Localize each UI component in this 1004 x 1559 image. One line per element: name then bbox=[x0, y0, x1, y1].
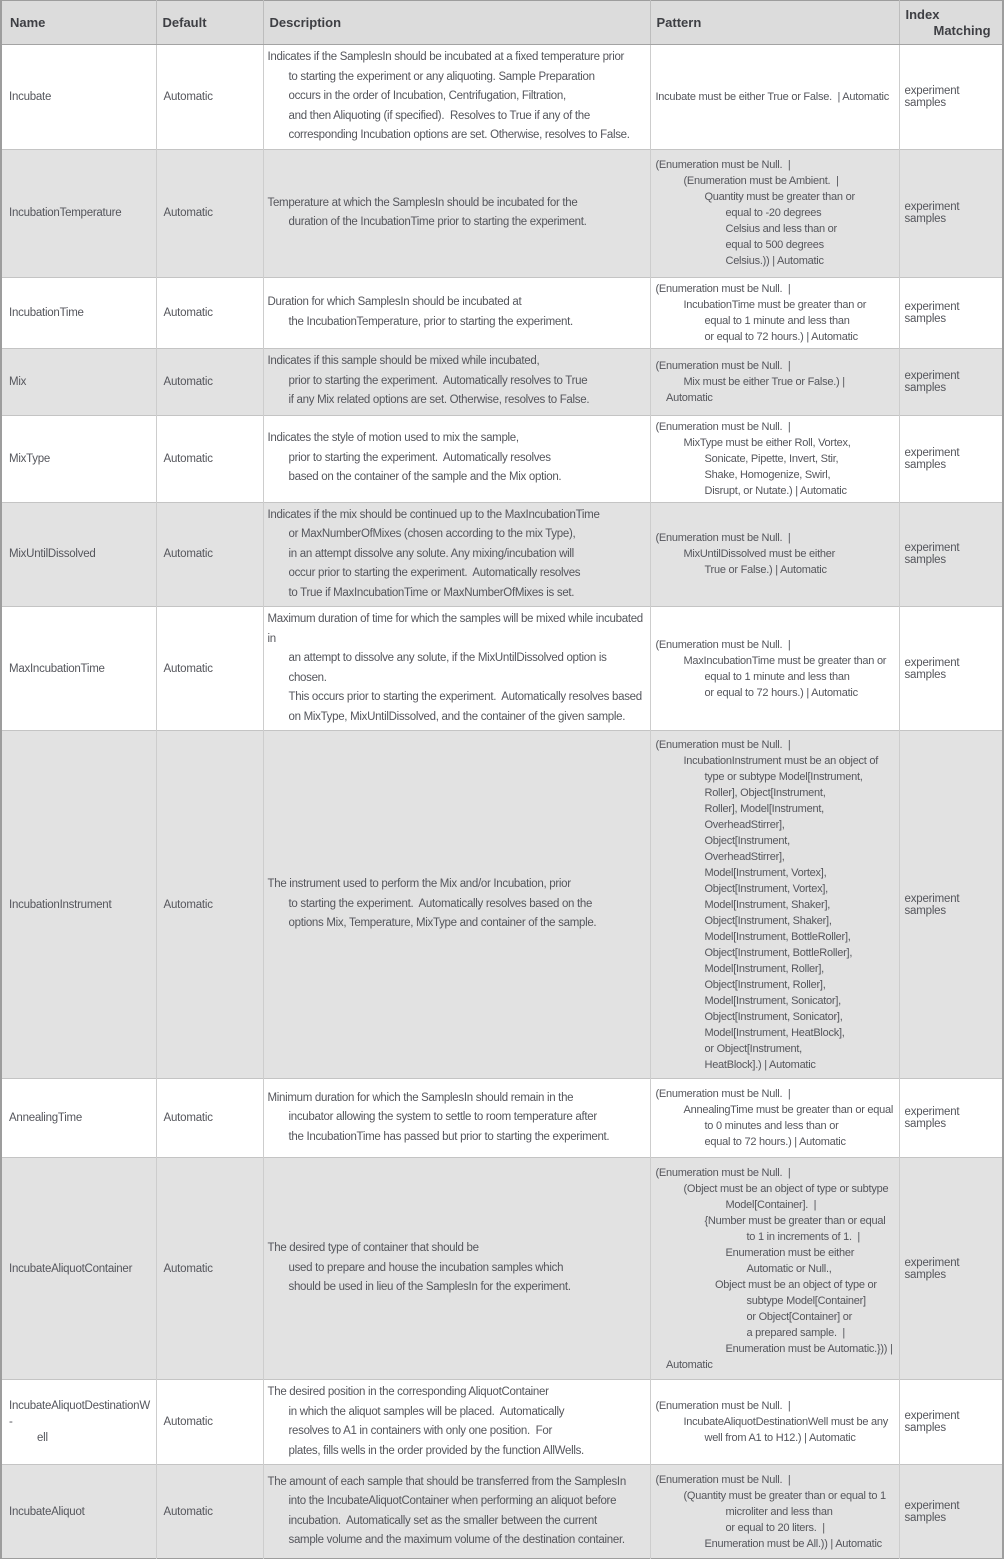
index-matching-cell: experiment samples bbox=[899, 149, 1003, 277]
name-cell: MixUntilDissolved bbox=[1, 502, 156, 607]
pattern-cell bbox=[650, 277, 899, 348]
description-cell bbox=[263, 607, 650, 731]
text-line: IncubationTime must be greater than or bbox=[683, 298, 867, 311]
text-line: Quantity must be greater than or bbox=[704, 191, 855, 203]
text-line: microliter and less than bbox=[725, 1505, 833, 1518]
text-line: Model[Instrument, HeatBlock], bbox=[704, 1026, 845, 1039]
index-matching-cell: experiment samples bbox=[899, 415, 1003, 502]
pattern-cell bbox=[650, 607, 899, 731]
text-line: in which the aliquot samples will be placed. Automatically bbox=[288, 1405, 565, 1418]
text-line: Roller], Object[Instrument, bbox=[704, 786, 826, 799]
text-line: incubation. Automatically set as the smaller between the current bbox=[288, 1514, 597, 1527]
text-line: Temperature at which the SamplesIn should be incubated for the bbox=[267, 196, 578, 209]
text-line: an attempt to dissolve any solute, if the MixUntilDissolved option is chosen. bbox=[288, 652, 610, 684]
name-cell: MixType bbox=[1, 415, 156, 502]
text-line: to starting the experiment or any aliquoting. Sample Preparation bbox=[288, 70, 595, 83]
default-cell: Automatic bbox=[156, 731, 263, 1079]
index-matching-cell: experiment samples bbox=[899, 1465, 1003, 1559]
pattern-cell bbox=[650, 1079, 899, 1158]
table-row bbox=[1, 731, 1003, 1079]
text-line: into the IncubateAliquotContainer when performing an aliquot before bbox=[288, 1495, 617, 1507]
text-line: duration of the IncubationTime prior to starting the experiment. bbox=[288, 216, 587, 228]
table-row bbox=[1, 1158, 1003, 1380]
text-line: to 0 minutes and less than or bbox=[704, 1120, 839, 1132]
text-line: Indicates if this sample should be mixed while incubated, bbox=[267, 355, 540, 368]
text-line: (Enumeration must be Null. | bbox=[655, 532, 791, 545]
text-line: Incubate must be either True or False. | Automatic bbox=[655, 90, 889, 103]
index-matching-cell: experiment samples bbox=[899, 1158, 1003, 1380]
text-line: in an attempt dissolve any solute. Any mixing/incubation will bbox=[288, 547, 574, 560]
text-line: (Enumeration must be Null. | bbox=[655, 1400, 791, 1412]
text-line: corresponding Incubation options are set. Otherwise, resolves to False. bbox=[288, 129, 630, 141]
text-line: This occurs prior to starting the experiment. Automatically resolves based bbox=[288, 691, 642, 703]
text-line: IncubationInstrument must be an object of bbox=[683, 754, 879, 767]
table-row bbox=[1, 502, 1003, 607]
text-line: Model[Instrument, Shaker], bbox=[704, 898, 831, 911]
text-line: True or False.) | Automatic bbox=[704, 564, 827, 577]
text-line: Matching bbox=[933, 22, 991, 38]
text-line: equal to 1 minute and less than bbox=[704, 670, 850, 683]
description-cell bbox=[263, 415, 650, 502]
index-matching-cell: experiment samples bbox=[899, 502, 1003, 607]
text-line: Automatic bbox=[666, 1358, 713, 1371]
table-row bbox=[1, 45, 1003, 150]
text-line: (Enumeration must be Null. | bbox=[655, 1088, 791, 1100]
default-cell: Automatic bbox=[156, 607, 263, 731]
name-cell: IncubateAliquot bbox=[1, 1465, 156, 1559]
text-line: occurs in the order of Incubation, Centrifugation, Filtration, bbox=[288, 90, 566, 102]
text-line: to True if MaxIncubationTime or MaxNumberOfMixes is set. bbox=[288, 586, 575, 599]
column-header-index-matching bbox=[899, 1, 1003, 45]
text-line: Enumeration must be Automatic.})) | bbox=[725, 1342, 893, 1355]
text-line: Shake, Homogenize, Swirl, bbox=[704, 468, 831, 481]
pattern-cell bbox=[650, 1380, 899, 1465]
text-line: prior to starting the experiment. Automatically resolves to True bbox=[288, 374, 588, 387]
text-line: or MaxNumberOfMixes (chosen according to the mix Type), bbox=[288, 528, 576, 540]
text-line: prior to starting the experiment. Automatically resolves bbox=[288, 451, 551, 464]
default-cell: Automatic bbox=[156, 415, 263, 502]
text-line: {Number must be greater than or equal bbox=[704, 1214, 886, 1227]
text-line: or equal to 72 hours.) | Automatic bbox=[704, 330, 858, 343]
name-cell: IncubationInstrument bbox=[1, 731, 156, 1079]
table-header-row bbox=[1, 1, 1003, 45]
pattern-cell bbox=[650, 415, 899, 502]
name-cell: Mix bbox=[1, 348, 156, 415]
index-matching-cell: experiment samples bbox=[899, 348, 1003, 415]
text-line: Object[Instrument, Shaker], bbox=[704, 914, 832, 927]
text-line: Duration for which SamplesIn should be incubated at bbox=[267, 296, 522, 308]
text-line: Object[Instrument, BottleRoller], bbox=[704, 946, 853, 959]
text-line: Model[Instrument, Vortex], bbox=[704, 866, 827, 879]
text-line: or equal to 72 hours.) | Automatic bbox=[704, 686, 858, 699]
table-row bbox=[1, 277, 1003, 348]
default-cell: Automatic bbox=[156, 149, 263, 277]
text-line: subtype Model[Container] bbox=[746, 1294, 866, 1307]
text-line: or equal to 20 liters. | bbox=[725, 1521, 825, 1534]
text-line: plates, fills wells in the order provided by the function AllWells. bbox=[288, 1444, 584, 1457]
text-line: (Enumeration must be Null. | bbox=[655, 420, 791, 433]
text-line: ell bbox=[37, 1432, 48, 1444]
text-line: should be used in lieu of the SamplesIn for the experiment. bbox=[288, 1281, 571, 1294]
text-line: MixType must be either Roll, Vortex, bbox=[683, 436, 851, 449]
name-cell: AnnealingTime bbox=[1, 1079, 156, 1158]
name-cell: MaxIncubationTime bbox=[1, 607, 156, 731]
text-line: Disrupt, or Nutate.) | Automatic bbox=[704, 484, 847, 497]
description-cell bbox=[263, 277, 650, 348]
text-line: (Enumeration must be Null. | bbox=[655, 282, 791, 295]
name-cell bbox=[1, 1380, 156, 1465]
text-line: The desired position in the corresponding AliquotContainer bbox=[267, 1386, 549, 1398]
index-matching-cell: experiment samples bbox=[899, 45, 1003, 150]
pattern-cell bbox=[650, 45, 899, 150]
text-line: (Enumeration must be Null. | bbox=[655, 738, 791, 751]
column-header-default: Default bbox=[156, 1, 263, 45]
table-row bbox=[1, 607, 1003, 731]
table-row bbox=[1, 1380, 1003, 1465]
text-line: Minimum duration for which the SamplesIn should remain in the bbox=[267, 1091, 574, 1104]
text-line: occur prior to starting the experiment. Automatically resolves bbox=[288, 567, 581, 579]
text-line: (Enumeration must be Null. | bbox=[655, 638, 791, 651]
column-header-pattern: Pattern bbox=[650, 1, 899, 45]
text-line: the IncubationTime has passed but prior to starting the experiment. bbox=[288, 1130, 610, 1143]
table-header bbox=[1, 1, 1003, 45]
text-line: Sonicate, Pipette, Invert, Stir, bbox=[704, 452, 839, 465]
table-row bbox=[1, 1079, 1003, 1158]
table-row bbox=[1, 1465, 1003, 1559]
text-line: HeatBlock].) | Automatic bbox=[704, 1058, 816, 1071]
text-line: AnnealingTime must be greater than or equal bbox=[683, 1104, 894, 1116]
text-line: (Enumeration must be Null. | bbox=[655, 1473, 791, 1486]
default-cell: Automatic bbox=[156, 348, 263, 415]
pattern-cell bbox=[650, 731, 899, 1079]
default-cell: Automatic bbox=[156, 1465, 263, 1559]
text-line: The desired type of container that should be bbox=[267, 1242, 479, 1255]
default-cell: Automatic bbox=[156, 1380, 263, 1465]
pattern-cell bbox=[650, 348, 899, 415]
text-line: sample volume and the maximum volume of the destination container. bbox=[288, 1534, 625, 1546]
table-body bbox=[1, 45, 1003, 1559]
index-matching-cell: experiment samples bbox=[899, 1380, 1003, 1465]
column-header-description: Description bbox=[263, 1, 650, 45]
text-line: Maximum duration of time for which the samples will be mixed while incubated in bbox=[267, 613, 646, 645]
text-line: Object must be an object of type or bbox=[715, 1278, 877, 1291]
text-line: equal to -20 degrees bbox=[725, 207, 822, 219]
text-line: MixUntilDissolved must be either bbox=[683, 548, 836, 561]
text-line: Object[Instrument, Sonicator], bbox=[704, 1010, 843, 1023]
text-line: Object[Instrument, bbox=[704, 834, 790, 847]
text-line: equal to 72 hours.) | Automatic bbox=[704, 1136, 846, 1148]
text-line: (Enumeration must be Null. | bbox=[655, 359, 791, 372]
text-line: Model[Instrument, Sonicator], bbox=[704, 994, 841, 1007]
description-cell bbox=[263, 731, 650, 1079]
text-line: Indicates if the SamplesIn should be incubated at a fixed temperature prior bbox=[267, 51, 625, 63]
text-line: options Mix, Temperature, MixType and container of the sample. bbox=[288, 917, 597, 930]
text-line: Automatic bbox=[666, 391, 713, 404]
text-line: equal to 1 minute and less than bbox=[704, 314, 850, 327]
text-line: used to prepare and house the incubation samples which bbox=[288, 1261, 564, 1274]
text-line: Indicates the style of motion used to mix the sample, bbox=[267, 432, 519, 445]
text-line: Model[Instrument, Roller], bbox=[704, 962, 824, 975]
text-line: Roller], Model[Instrument, bbox=[704, 802, 824, 815]
text-line: Indicates if the mix should be continued up to the MaxIncubationTime bbox=[267, 508, 600, 521]
text-line: Object[Instrument, Roller], bbox=[704, 978, 826, 991]
name-cell: Incubate bbox=[1, 45, 156, 150]
pattern-cell bbox=[650, 149, 899, 277]
text-line: (Enumeration must be Null. | bbox=[655, 159, 791, 171]
description-cell bbox=[263, 1380, 650, 1465]
index-matching-cell: experiment samples bbox=[899, 1079, 1003, 1158]
text-line: the IncubationTemperature, prior to starting the experiment. bbox=[288, 315, 573, 328]
description-cell bbox=[263, 45, 650, 150]
text-line: (Enumeration must be Ambient. | bbox=[683, 175, 839, 187]
table-row bbox=[1, 415, 1003, 502]
description-cell bbox=[263, 1158, 650, 1380]
text-line: on MixType, MixUntilDissolved, and the container of the given sample. bbox=[288, 710, 626, 723]
table-row bbox=[1, 348, 1003, 415]
description-cell bbox=[263, 502, 650, 607]
text-line: Celsius.)) | Automatic bbox=[725, 255, 824, 267]
text-line: Automatic or Null., bbox=[746, 1262, 832, 1275]
text-line: to starting the experiment. Automatically resolves based on the bbox=[288, 897, 593, 910]
description-cell bbox=[263, 348, 650, 415]
text-line: MaxIncubationTime must be greater than or bbox=[683, 654, 887, 667]
text-line: Model[Instrument, BottleRoller], bbox=[704, 930, 851, 943]
text-line: incubator allowing the system to settle to room temperature after bbox=[288, 1111, 597, 1124]
name-cell: IncubationTemperature bbox=[1, 149, 156, 277]
default-cell: Automatic bbox=[156, 1079, 263, 1158]
text-line: based on the container of the sample and the Mix option. bbox=[288, 471, 562, 484]
text-line: Enumeration must be either bbox=[725, 1246, 855, 1259]
text-line: (Quantity must be greater than or equal to 1 bbox=[683, 1489, 886, 1502]
default-cell: Automatic bbox=[156, 1158, 263, 1380]
text-line: (Enumeration must be Null. | bbox=[655, 1166, 791, 1179]
text-line: type or subtype Model[Instrument, bbox=[704, 770, 863, 783]
text-line: Index bbox=[905, 6, 940, 22]
text-line: IncubateAliquotDestinationW- bbox=[9, 1400, 150, 1428]
text-line: Model[Container]. | bbox=[725, 1198, 817, 1211]
text-line: Object[Instrument, Vortex], bbox=[704, 882, 828, 895]
text-line: resolves to A1 in containers with only one position. For bbox=[288, 1425, 553, 1437]
text-line: equal to 500 degrees bbox=[725, 239, 824, 251]
index-matching-cell: experiment samples bbox=[899, 277, 1003, 348]
index-matching-cell: experiment samples bbox=[899, 607, 1003, 731]
text-line: Enumeration must be All.)) | Automatic bbox=[704, 1537, 882, 1550]
default-cell: Automatic bbox=[156, 502, 263, 607]
text-line: OverheadStirrer], bbox=[704, 850, 785, 863]
text-line: well from A1 to H12.) | Automatic bbox=[704, 1432, 856, 1444]
default-cell: Automatic bbox=[156, 277, 263, 348]
default-cell: Automatic bbox=[156, 45, 263, 150]
table-row bbox=[1, 149, 1003, 277]
text-line: Mix must be either True or False.) | bbox=[683, 375, 845, 388]
description-cell bbox=[263, 149, 650, 277]
text-line: Celsius and less than or bbox=[725, 223, 837, 235]
text-line: and then Aliquoting (if specified). Resolves to True if any of the bbox=[288, 109, 590, 122]
text-line: The amount of each sample that should be transferred from the SamplesIn bbox=[267, 1475, 626, 1488]
text-line: The instrument used to perform the Mix and/or Incubation, prior bbox=[267, 878, 571, 891]
description-cell bbox=[263, 1465, 650, 1559]
text-line: or Object[Container] or bbox=[746, 1310, 853, 1323]
index-matching-cell: experiment samples bbox=[899, 731, 1003, 1079]
name-cell: IncubationTime bbox=[1, 277, 156, 348]
description-cell bbox=[263, 1079, 650, 1158]
text-line: IncubateAliquotDestinationWell must be any bbox=[683, 1416, 889, 1428]
pattern-cell bbox=[650, 502, 899, 607]
pattern-cell bbox=[650, 1465, 899, 1559]
name-cell: IncubateAliquotContainer bbox=[1, 1158, 156, 1380]
text-line: a prepared sample. | bbox=[746, 1326, 845, 1339]
text-line: (Object must be an object of type or subtype bbox=[683, 1182, 889, 1195]
column-header-name: Name bbox=[1, 1, 156, 45]
text-line: or Object[Instrument, bbox=[704, 1042, 802, 1055]
text-line: OverheadStirrer], bbox=[704, 818, 785, 831]
text-line: to 1 in increments of 1. | bbox=[746, 1230, 860, 1243]
pattern-cell bbox=[650, 1158, 899, 1380]
text-line: if any Mix related options are set. Otherwise, resolves to False. bbox=[288, 394, 590, 407]
